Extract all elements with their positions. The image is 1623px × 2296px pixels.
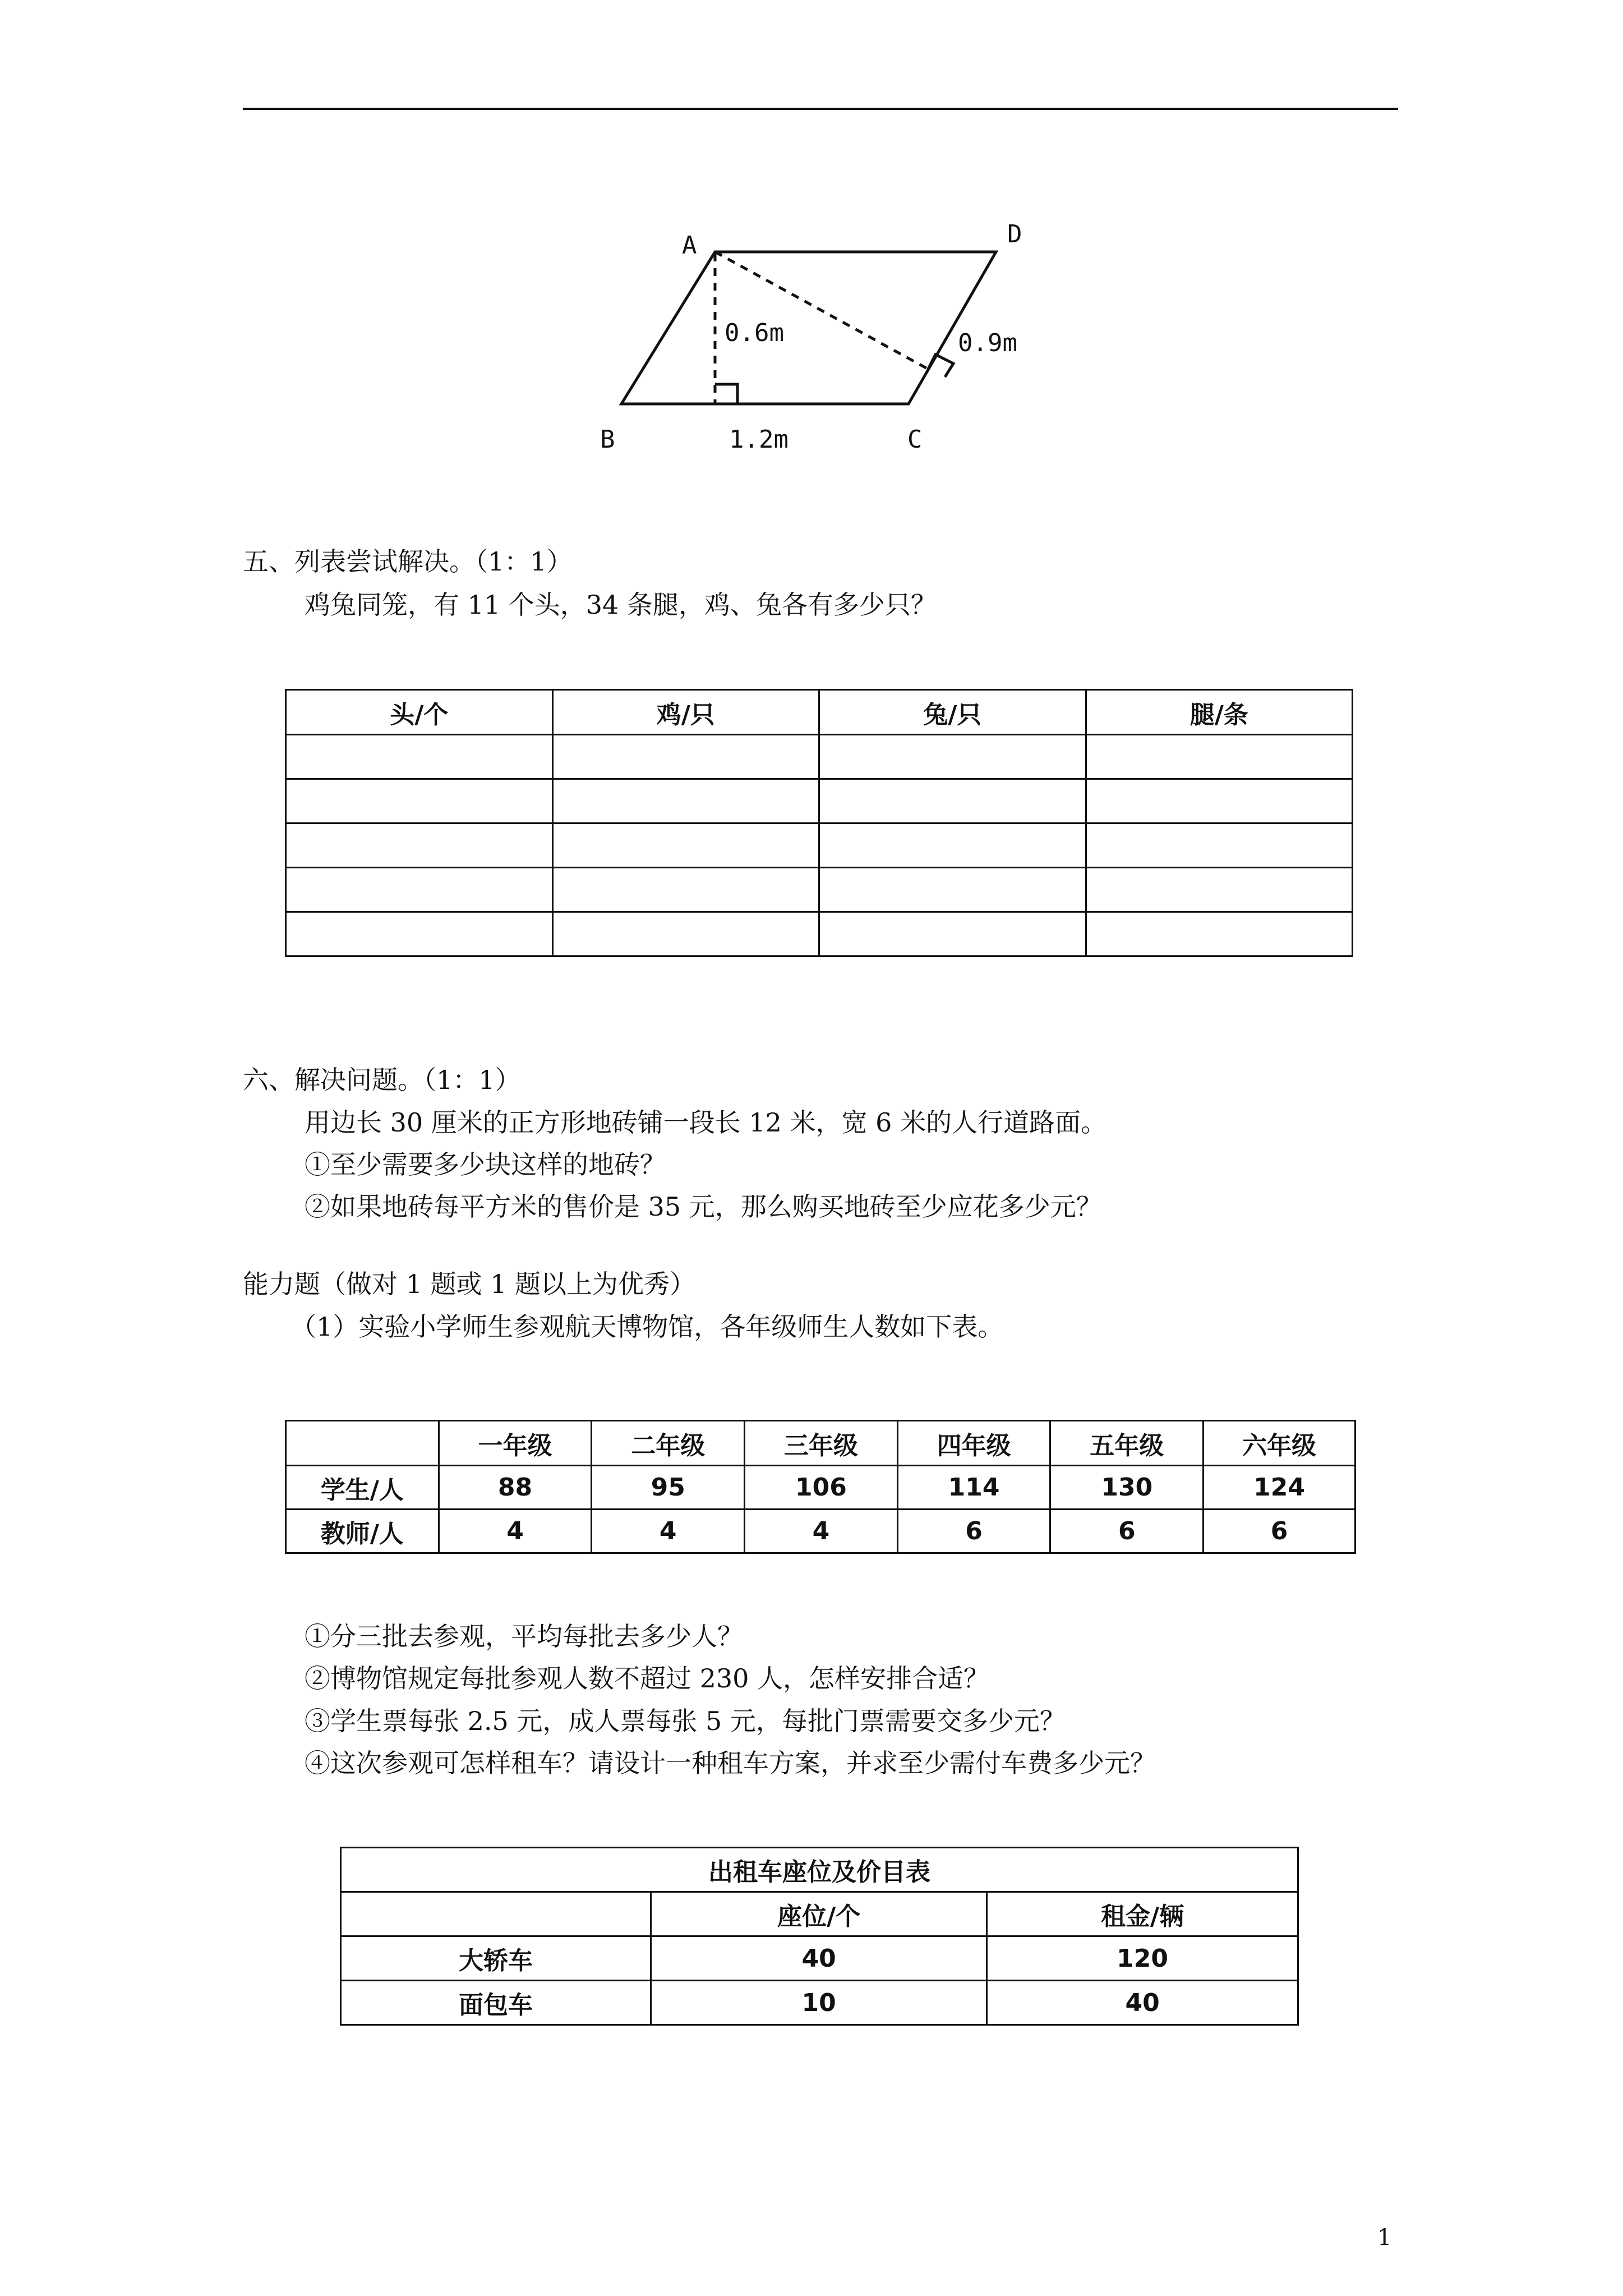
ability-question-4: ④这次参观可怎样租车？请设计一种租车方案，并求至少需付车费多少元？ (305, 1748, 1156, 1778)
table-cell (819, 912, 1086, 956)
table-cell: 130 (1050, 1466, 1204, 1510)
table-header-cell: 腿/条 (1086, 690, 1353, 735)
diagonal-perpendicular-line (715, 252, 928, 369)
table-cell (286, 779, 553, 823)
table-cell (286, 868, 553, 912)
table-cell (286, 735, 553, 779)
table-row (286, 1510, 1355, 1553)
table-cell (1086, 735, 1353, 779)
section5-table (285, 689, 1353, 957)
table-cell (1086, 779, 1353, 823)
parallelogram-outline (621, 252, 996, 404)
table-cell: 95 (592, 1466, 745, 1510)
table-cell: 114 (897, 1466, 1050, 1510)
table-cell: 10 (651, 1981, 987, 2025)
ability-question-1: ①分三批去参观，平均每批去多少人？ (305, 1621, 743, 1651)
vertex-label-a: A (682, 231, 697, 260)
ability-title: 能力题（做对 1 题或 1 题以上为优秀） (243, 1269, 696, 1299)
table-header-cell: 一年级 (439, 1421, 592, 1466)
grade-headcount-table (285, 1420, 1356, 1554)
table-cell: 106 (745, 1466, 898, 1510)
table-cell: 6 (1204, 1510, 1355, 1553)
table-cell (552, 868, 819, 912)
vertex-label-d: D (1007, 220, 1022, 249)
table-cell (819, 868, 1086, 912)
ability-question-2: ②博物馆规定每批参观人数不超过 230 人，怎样安排合适？ (305, 1663, 990, 1694)
row-label-cell: 面包车 (341, 1981, 651, 2025)
table-cell (1086, 868, 1353, 912)
table-cell: 88 (439, 1466, 592, 1510)
table-header-cell: 头/个 (286, 690, 553, 735)
header-rule (243, 108, 1398, 110)
ability-question-3: ③学生票每张 2.5 元，成人票每张 5 元，每批门票需要交多少元？ (305, 1706, 1066, 1736)
table-cell (552, 823, 819, 868)
table-header-cell (286, 1421, 439, 1466)
table-cell (552, 779, 819, 823)
table-header-cell: 租金/辆 (987, 1892, 1298, 1936)
table-cell (819, 735, 1086, 779)
table-cell (1086, 823, 1353, 868)
table-header-cell: 座位/个 (651, 1892, 987, 1936)
table-cell (286, 912, 553, 956)
table-header-cell (341, 1892, 651, 1936)
table-header-cell: 四年级 (897, 1421, 1050, 1466)
table-cell: 120 (987, 1936, 1298, 1981)
row-label-cell: 大轿车 (341, 1936, 651, 1981)
table-header-cell: 鸡/只 (552, 690, 819, 735)
table-row (286, 1466, 1355, 1510)
table-cell: 40 (987, 1981, 1298, 2025)
page-number: 1 (1377, 2225, 1392, 2251)
table-cell: 6 (1050, 1510, 1204, 1553)
table-cell (552, 912, 819, 956)
row-label-cell: 教师/人 (286, 1510, 439, 1553)
table-cell: 6 (897, 1510, 1050, 1553)
table-cell (819, 779, 1086, 823)
base-label: 1.2m (729, 425, 789, 454)
table-cell: 40 (651, 1936, 987, 1981)
row-label-cell: 学生/人 (286, 1466, 439, 1510)
section6-question-2: ②如果地砖每平方米的售价是 35 元，那么购买地砖至少应花多少元？ (305, 1191, 1102, 1222)
table-cell (819, 823, 1086, 868)
table-cell: 4 (745, 1510, 898, 1553)
table-cell (552, 735, 819, 779)
section6-title: 六、解决问题。（1：1） (243, 1065, 521, 1095)
table-cell: 124 (1204, 1466, 1355, 1510)
table-row (341, 1981, 1298, 2025)
rental-price-table (340, 1847, 1299, 2026)
section5-problem: 鸡兔同笼，有 11 个头，34 条腿，鸡、兔各有多少只？ (305, 590, 937, 620)
table-header-cell: 五年级 (1050, 1421, 1204, 1466)
ability-intro: （1）实验小学师生参观航天博物馆，各年级师生人数如下表。 (291, 1312, 1004, 1342)
height-label: 0.6m (725, 319, 784, 347)
parallelogram-figure (583, 213, 1043, 460)
table-cell: 4 (439, 1510, 592, 1553)
table-header-cell: 三年级 (745, 1421, 898, 1466)
right-angle-mark-base (715, 384, 737, 404)
section6-question-1: ①至少需要多少块这样的地砖？ (305, 1149, 666, 1180)
rental-table-title: 出租车座位及价目表 (341, 1848, 1298, 1892)
vertex-label-c: C (907, 425, 923, 454)
table-header-cell: 六年级 (1204, 1421, 1355, 1466)
side-label: 0.9m (958, 329, 1017, 357)
table-header-cell: 二年级 (592, 1421, 745, 1466)
table-header-cell: 兔/只 (819, 690, 1086, 735)
vertex-label-b: B (600, 425, 615, 454)
table-cell: 4 (592, 1510, 745, 1553)
section5-title: 五、列表尝试解决。（1：1） (243, 546, 573, 577)
section6-problem: 用边长 30 厘米的正方形地砖铺一段长 12 米，宽 6 米的人行道路面。 (305, 1107, 1107, 1138)
table-row (341, 1936, 1298, 1981)
table-cell (286, 823, 553, 868)
table-cell (1086, 912, 1353, 956)
